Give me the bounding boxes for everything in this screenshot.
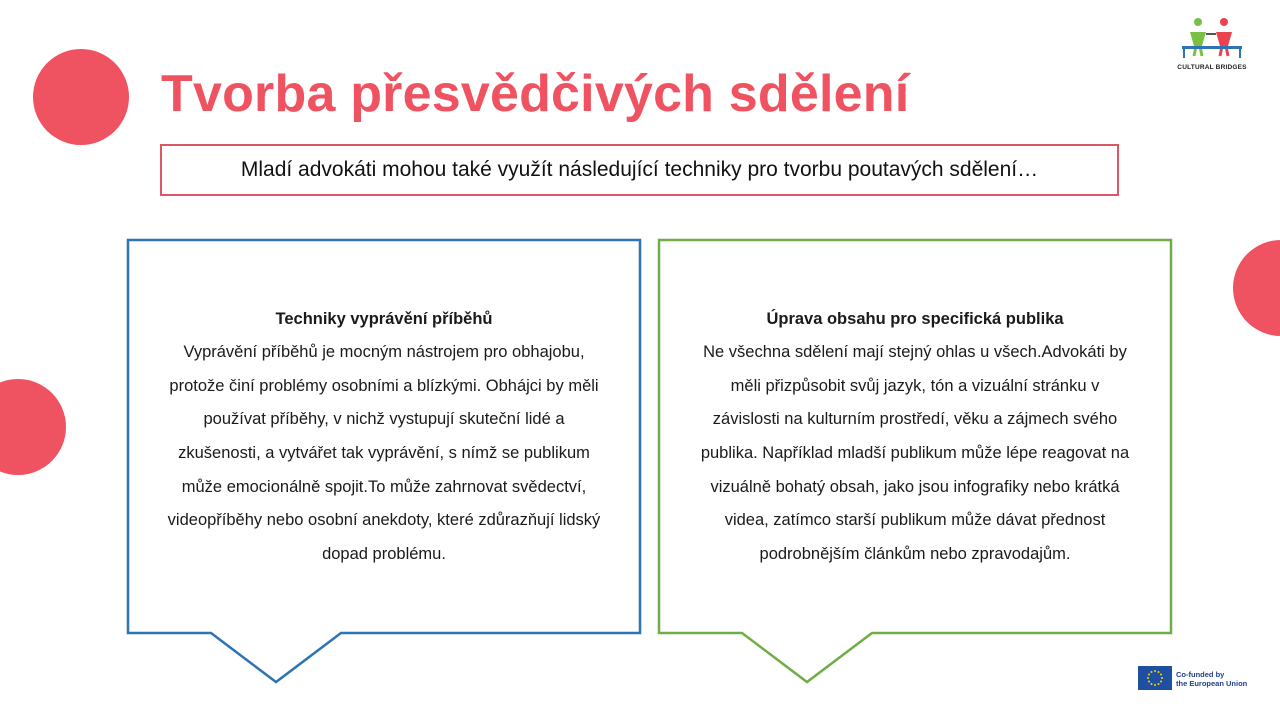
card-line: videopříběhy nebo osobní anekdoty, které zdůrazňují lidský [167,511,601,530]
card-line: publika. Například mladší publikum může lépe reagovat na [700,444,1130,462]
decorative-circle-right [1233,240,1280,336]
card-line: měli přizpůsobit svůj jazyk, tón a vizuální stránku v [730,376,1100,395]
card-line: může emocionálně spojit.To může zahrnovat svědectví, [181,477,587,496]
card-line: Vyprávění příběhů je mocným nástrojem pro obhajobu, [183,343,585,362]
eu-text-line2: the European Union [1176,679,1248,688]
cultural-bridges-logo [1172,16,1252,80]
card-line: používat příběhy, v nichž vystupují skuteční lidé a [203,410,565,429]
subtitle-text: Mladí advokáti mohou také využít následující techniky pro tvorbu poutavých sdělení… [240,158,1039,181]
bridge-people-icon [1172,16,1252,64]
slide-title: Tvorba přesvědčivých sdělení [161,65,910,123]
subtitle-box [160,144,1119,196]
card-line: zkušenosti, a vytvářet tak vyprávění, s nímž se publikum [178,444,590,462]
card-line: Ne všechna sdělení mají stejný ohlas u všech.Advokáti by [703,343,1127,362]
eu-text-line1: Co-funded by [1176,670,1225,679]
storytelling-card-text [132,238,636,636]
logo-text: CULTURAL BRIDGES [1177,64,1247,71]
card-line: videa, zatímco starší publikum může dávat přednost [724,511,1106,530]
decorative-circle-left [0,379,66,475]
card-line: závislosti na kulturním prostředí, věku a zájmech svého [712,410,1118,429]
card-line: dopad problému. [322,544,446,563]
card-line: vizuálně bohatý obsah, jako jsou infografiky nebo krátká [710,477,1120,496]
decorative-circle-top-left [33,49,129,145]
audience-card [657,238,1173,686]
eu-cofunded-badge [1138,666,1268,692]
eu-flag-icon [1138,666,1172,690]
card-heading: Úprava obsahu pro specifická publika [766,309,1064,328]
card-line: protože činí problémy osobními a blízkými. Obhájci by měli [169,376,599,395]
eu-text [1176,670,1247,688]
storytelling-card [126,238,642,686]
audience-card-text [663,238,1167,636]
card-heading: Techniky vyprávění příběhů [275,309,493,328]
card-line: podrobnějším článkům nebo zpravodajům. [759,544,1071,563]
